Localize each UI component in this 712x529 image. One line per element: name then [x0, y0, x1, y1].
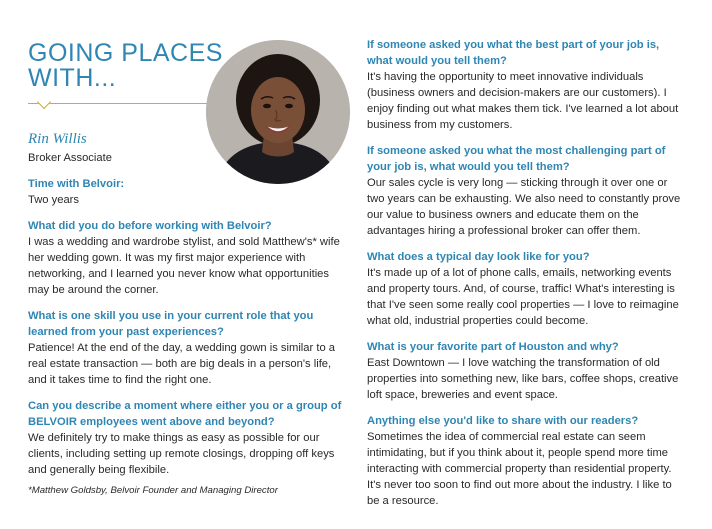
answer: We definitely try to make things as easy as possible for our clients, including setting up remote closings, dropping off keys and generally being flexibile. [28, 432, 335, 476]
page-title [28, 41, 223, 91]
right-column [367, 37, 687, 519]
qa-block [367, 249, 687, 329]
title-line-2: WITH... [28, 64, 117, 92]
question: Anything else you'd like to share with our readers? [367, 415, 639, 427]
qa-block [28, 398, 348, 478]
qa-block [28, 308, 348, 388]
qa-block [367, 37, 687, 133]
qa-block [367, 339, 687, 403]
answer: Our sales cycle is very long — sticking through it over one or two years can be exhausting. We also need to constantly prove our value to business owners and educate them on the advantages hiring a professional broker can offer them. [367, 177, 681, 237]
qa-block [367, 413, 687, 509]
answer: East Downtown — I love watching the transformation of old properties into something new, like bars, coffee shops, creative loft space, breweries and event space. [367, 357, 679, 401]
question: If someone asked you what the most challenging part of your job is, what would you tell them? [367, 145, 666, 173]
footnote: *Matthew Goldsby, Belvoir Founder and Managing Director [28, 485, 278, 496]
qa-block [367, 143, 687, 239]
answer: It's having the opportunity to meet innovative individuals (business owners and decision-makers are our customers). I enjoy finding out what makes them tick. I've learned a lot about business from my customers. [367, 71, 679, 131]
question: Can you describe a moment where either you or a group of BELVOIR employees went above and beyond? [28, 400, 342, 428]
answer: Sometimes the idea of commercial real estate can seem intimidating, but if you think about it, people spend more time interacting with commercial property than residential property. It's never too soon to find out more about the industry. I like to be a resource. [367, 431, 672, 507]
profile-name: Rin Willis [28, 131, 87, 147]
answer: I was a wedding and wardrobe stylist, and sold Matthew's* wife her wedding gown. It was my first major experience with networking, and I learned you never know what opportunities may be around the corner. [28, 236, 340, 296]
question: What does a typical day look like for you? [367, 251, 590, 263]
divider-chevron-icon [37, 95, 51, 109]
profile-role: Broker Associate [28, 152, 112, 164]
question: If someone asked you what the best part of your job is, what would you tell them? [367, 39, 660, 67]
title-divider [28, 103, 222, 104]
time-label: Time with Belvoir: [28, 178, 125, 190]
answer: Patience! At the end of the day, a wedding gown is similar to a real estate transaction — both are big deals in a person's life, and it takes time to find the right one. [28, 342, 336, 386]
time-value: Two years [28, 194, 79, 206]
question: What is one skill you use in your current role that you learned from your past experiences? [28, 310, 314, 338]
question: What is your favorite part of Houston and why? [367, 341, 619, 353]
qa-block [28, 218, 348, 298]
title-line-1: GOING PLACES [28, 39, 223, 67]
time-with-belvoir [28, 176, 348, 208]
left-column [28, 131, 348, 488]
answer: It's made up of a lot of phone calls, emails, networking events and property tours. And, of course, traffic! What's interesting is that I've seen some really cool properties — I love to reimagine what old, industrial properties could become. [367, 267, 679, 327]
question: What did you do before working with Belvoir? [28, 220, 272, 232]
